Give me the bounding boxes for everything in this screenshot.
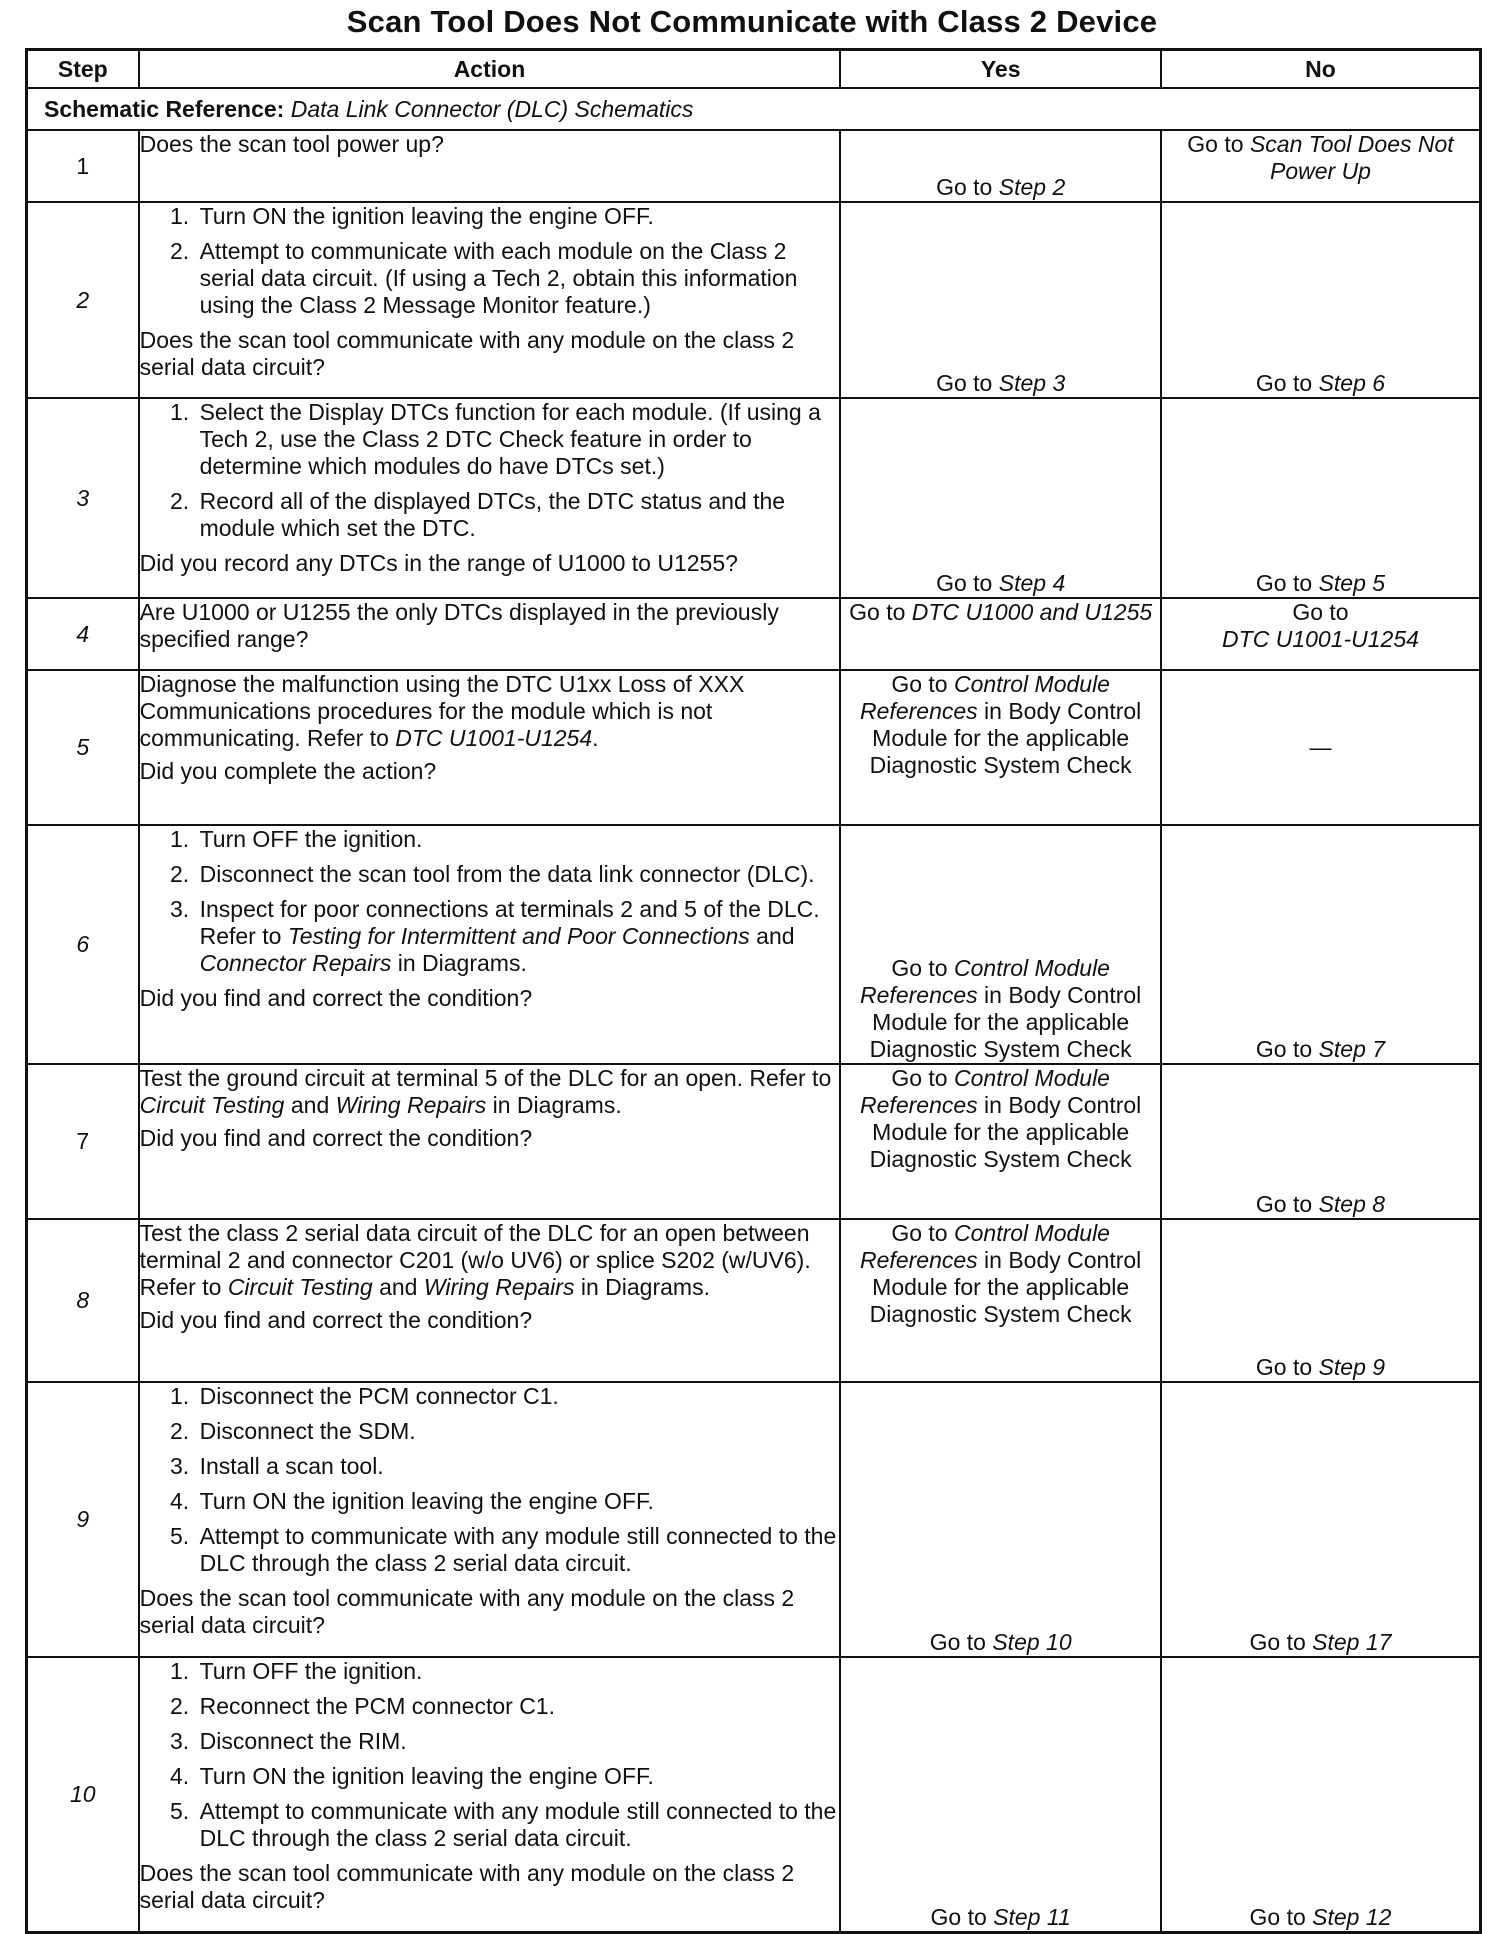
action-step	[196, 896, 840, 977]
yes-cell	[840, 598, 1161, 670]
action-question: Does the scan tool communicate with any module on the class 2 serial data circuit?	[139, 1585, 795, 1638]
table-row	[27, 1219, 1481, 1382]
yes-link[interactable]: DTC U1000 and U1255	[911, 599, 1153, 625]
yes-cell	[840, 1382, 1161, 1657]
action-steps	[140, 1658, 840, 1860]
action-question: Did you complete the action?	[139, 758, 437, 784]
yes-link[interactable]: Step 2	[998, 174, 1066, 200]
table-row	[27, 1657, 1481, 1932]
step-number: 9	[27, 1382, 139, 1657]
action-question: Does the scan tool communicate with any module on the class 2 serial data circuit?	[139, 1860, 795, 1913]
no-prefix: Go to	[1255, 370, 1319, 396]
action-step: 3. Disconnect the RIM.	[196, 1728, 840, 1755]
instruction-end: in Diagrams.	[486, 1092, 622, 1118]
table-row	[27, 1064, 1481, 1219]
action-cell	[139, 1657, 841, 1932]
schematic-reference-row	[27, 88, 1481, 130]
header-row	[27, 50, 1481, 89]
action-question: Does the scan tool power up?	[139, 131, 444, 157]
instruction-mid: and	[372, 1274, 424, 1300]
action-steps	[140, 1383, 840, 1585]
instruction-end: in Diagrams.	[574, 1274, 710, 1300]
header-step: Step	[27, 50, 139, 89]
no-cell	[1161, 1219, 1481, 1382]
action-step: 2. Record all of the displayed DTCs, the DTC status and the module which set the DTC.	[196, 488, 840, 542]
action-instruction	[140, 671, 840, 752]
action-cell	[139, 202, 841, 398]
table-row	[27, 398, 1481, 598]
action-cell	[139, 130, 841, 202]
no-link[interactable]: Scan Tool Does Not Power Up	[1249, 131, 1454, 184]
table-row	[27, 202, 1481, 398]
action-step: 3. Install a scan tool.	[196, 1453, 840, 1480]
no-cell	[1161, 1064, 1481, 1219]
testing-link[interactable]: Testing for Intermittent and Poor Connections	[287, 923, 750, 949]
action-step: 2. Reconnect the PCM connector C1.	[196, 1693, 840, 1720]
step-text-end: in Diagrams.	[391, 950, 527, 976]
yes-cell	[840, 398, 1161, 598]
no-cell	[1161, 202, 1481, 398]
no-prefix: Go to	[1255, 570, 1319, 596]
yes-cell	[840, 130, 1161, 202]
yes-cell	[840, 202, 1161, 398]
action-step: 2. Disconnect the SDM.	[196, 1418, 840, 1445]
yes-link[interactable]: Step 11	[993, 1903, 1071, 1930]
wiring-repairs-link[interactable]: Wiring Repairs	[335, 1092, 487, 1118]
no-link[interactable]: Step 17	[1312, 1629, 1392, 1655]
action-cell	[139, 825, 841, 1064]
action-step: 1. Turn OFF the ignition.	[196, 826, 840, 853]
yes-cell	[840, 670, 1161, 825]
yes-link[interactable]: Step 4	[998, 570, 1066, 596]
no-cell	[1161, 825, 1481, 1064]
action-step: 4. Turn ON the ignition leaving the engine OFF.	[196, 1763, 840, 1790]
action-step: 4. Turn ON the ignition leaving the engine OFF.	[196, 1488, 840, 1515]
action-instruction	[140, 1065, 840, 1119]
action-cell	[139, 598, 841, 670]
yes-suffix: in Body Control Module for the applicable Diagnostic System Check	[869, 1092, 1142, 1172]
action-step: 1. Disconnect the PCM connector C1.	[196, 1383, 840, 1410]
yes-cell	[840, 1064, 1161, 1219]
yes-prefix: Go to	[936, 570, 999, 596]
step-number: 7	[27, 1064, 139, 1219]
step-number: 5	[27, 670, 139, 825]
table-row	[27, 598, 1481, 670]
circuit-testing-link[interactable]: Circuit Testing	[227, 1274, 373, 1300]
no-dash: —	[1309, 735, 1332, 760]
instruction-text: Test the class 2 serial data circuit of the DLC for an open between terminal 2 and connector C201 (w/o UV6) or splice S202 (w/UV6). Refer to	[139, 1220, 811, 1300]
action-question: Did you record any DTCs in the range of U1000 to U1255?	[139, 550, 738, 576]
instruction-end: .	[592, 725, 599, 751]
action-question: Did you find and correct the condition?	[139, 1307, 533, 1333]
no-link[interactable]: Step 5	[1318, 570, 1386, 596]
yes-cell	[840, 1657, 1161, 1932]
no-link[interactable]: Step 8	[1318, 1191, 1386, 1217]
step-text-mid: and	[749, 923, 795, 949]
action-cell	[139, 670, 841, 825]
wiring-repairs-link[interactable]: Wiring Repairs	[423, 1274, 575, 1300]
no-link[interactable]: DTC U1001-U1254	[1222, 626, 1419, 652]
schematic-reference-link[interactable]: Data Link Connector (DLC) Schematics	[290, 95, 694, 122]
action-question: Did you find and correct the condition?	[139, 985, 533, 1011]
yes-suffix: in Body Control Module for the applicable Diagnostic System Check	[869, 1247, 1142, 1327]
no-link[interactable]: Step 6	[1318, 370, 1386, 396]
action-steps	[140, 399, 840, 550]
step-number: 2	[27, 202, 139, 398]
step-text: Inspect for poor connections at terminals 2 and 5 of the DLC. Refer to	[199, 896, 820, 949]
yes-link[interactable]: Control Module References	[860, 671, 1110, 724]
header-action: Action	[139, 50, 841, 89]
action-step: 5. Attempt to communicate with any module still connected to the DLC through the class 2 serial data circuit.	[196, 1523, 840, 1577]
no-link[interactable]: Step 9	[1318, 1354, 1386, 1380]
yes-link[interactable]: Step 3	[998, 370, 1066, 396]
schematic-reference	[27, 88, 1481, 130]
action-question: Does the scan tool communicate with any module on the class 2 serial data circuit?	[139, 327, 795, 380]
yes-prefix: Go to	[936, 174, 999, 200]
table-row	[27, 825, 1481, 1064]
yes-prefix: Go to	[849, 599, 912, 625]
step-number: 3	[27, 398, 139, 598]
no-prefix: Go to	[1292, 599, 1349, 625]
yes-prefix: Go to	[891, 1065, 954, 1091]
yes-suffix: in Body Control Module for the applicable Diagnostic System Check	[869, 982, 1142, 1062]
diagnostic-table	[25, 48, 1482, 1934]
yes-link[interactable]: Step 10	[992, 1629, 1072, 1655]
action-step: 2. Attempt to communicate with each module on the Class 2 serial data circuit. (If using a Tech 2, obtain this information using the Class 2 Message Monitor feature.)	[196, 238, 840, 319]
action-instruction	[140, 1220, 840, 1301]
table-row	[27, 670, 1481, 825]
yes-prefix: Go to	[891, 1220, 954, 1246]
no-cell	[1161, 1657, 1481, 1932]
yes-cell	[840, 825, 1161, 1064]
step-number: 8	[27, 1219, 139, 1382]
action-question: Are U1000 or U1255 the only DTCs displayed in the previously specified range?	[139, 599, 779, 652]
page-title: Scan Tool Does Not Communicate with Class 2 Device	[346, 4, 1158, 39]
instruction-text: Diagnose the malfunction using the DTC U1xx Loss of XXX Communications procedures for the module which is not communicating. Refer to	[139, 671, 745, 751]
no-prefix: Go to	[1255, 1191, 1319, 1217]
action-cell	[139, 1219, 841, 1382]
schematic-reference-label: Schematic Reference:	[44, 95, 285, 122]
action-step: 1. Select the Display DTCs function for each module. (If using a Tech 2, use the Class 2 DTC Check feature in order to determine which modules do have DTCs set.)	[196, 399, 840, 480]
no-cell	[1161, 398, 1481, 598]
no-prefix: Go to	[1187, 131, 1250, 157]
header-yes: Yes	[840, 50, 1161, 89]
yes-suffix: in Body Control Module for the applicable Diagnostic System Check	[869, 698, 1142, 778]
action-step: 5. Attempt to communicate with any module still connected to the DLC through the class 2 serial data circuit.	[196, 1798, 840, 1852]
circuit-testing-link[interactable]: Circuit Testing	[139, 1092, 285, 1118]
action-step: 1. Turn ON the ignition leaving the engine OFF.	[196, 203, 840, 230]
action-cell	[139, 1382, 841, 1657]
action-cell	[139, 1064, 841, 1219]
table-row	[27, 1382, 1481, 1657]
no-prefix: Go to	[1255, 1354, 1319, 1380]
yes-prefix: Go to	[891, 671, 954, 697]
yes-link[interactable]: Control Module References	[860, 1220, 1110, 1273]
step-number: 4	[27, 598, 139, 670]
action-step: 2. Disconnect the scan tool from the data link connector (DLC).	[196, 861, 840, 888]
no-link[interactable]: Step 12	[1312, 1903, 1392, 1930]
no-prefix: Go to	[1249, 1903, 1313, 1930]
instruction-text: Test the ground circuit at terminal 5 of the DLC for an open. Refer to	[139, 1065, 832, 1091]
action-steps	[140, 203, 840, 327]
no-link[interactable]: Step 7	[1318, 1036, 1386, 1062]
yes-prefix: Go to	[936, 370, 999, 396]
no-cell	[1161, 130, 1481, 202]
table-row	[27, 130, 1481, 202]
yes-cell	[840, 1219, 1161, 1382]
no-cell	[1161, 1382, 1481, 1657]
no-prefix: Go to	[1255, 1036, 1319, 1062]
yes-prefix: Go to	[891, 955, 954, 981]
no-prefix: Go to	[1249, 1629, 1313, 1655]
dtc-reference-link[interactable]: DTC U1001-U1254	[395, 725, 593, 751]
action-question: Did you find and correct the condition?	[139, 1125, 533, 1151]
action-cell	[139, 398, 841, 598]
instruction-mid: and	[284, 1092, 336, 1118]
connector-repairs-link[interactable]: Connector Repairs	[199, 950, 392, 976]
action-step: 1. Turn OFF the ignition.	[196, 1658, 840, 1685]
no-cell	[1161, 670, 1481, 825]
step-number: 1	[27, 130, 139, 202]
yes-prefix: Go to	[930, 1903, 994, 1930]
action-steps	[140, 826, 840, 985]
yes-link[interactable]: Control Module References	[860, 955, 1110, 1008]
step-number: 6	[27, 825, 139, 1064]
yes-link[interactable]: Control Module References	[860, 1065, 1110, 1118]
header-no: No	[1161, 50, 1481, 89]
step-number: 10	[27, 1657, 139, 1932]
no-cell	[1161, 598, 1481, 670]
yes-prefix: Go to	[929, 1629, 993, 1655]
